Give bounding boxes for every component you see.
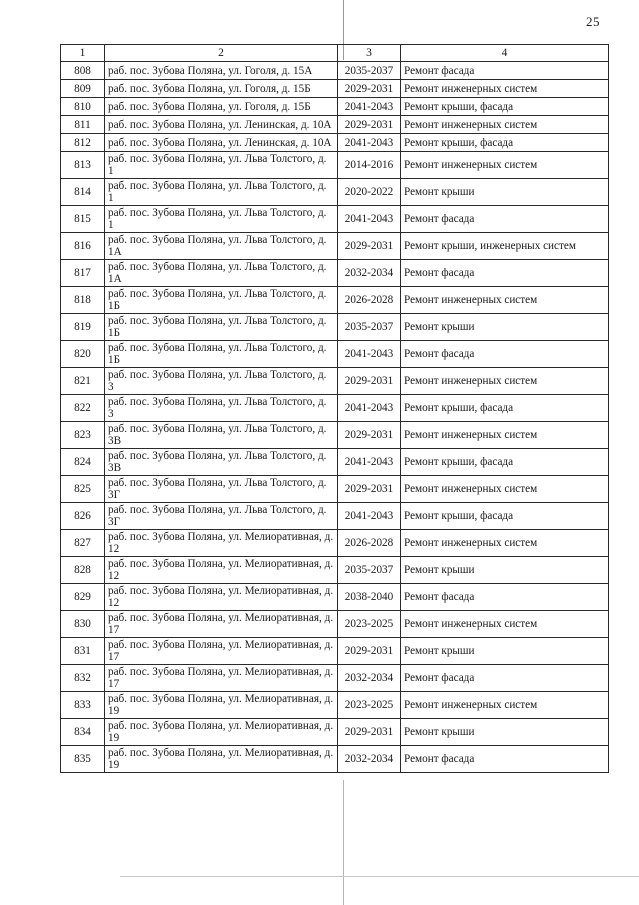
table-row (61, 134, 609, 152)
table-row (61, 206, 609, 233)
work-type-cell: Ремонт инженерных систем (401, 80, 609, 98)
address-cell: раб. пос. Зубова Поляна, ул. Мелиоративная, д. 19 (105, 746, 338, 773)
address-cell: раб. пос. Зубова Поляна, ул. Льва Толстого, д. 1Б (105, 287, 338, 314)
table-row (61, 449, 609, 476)
address-cell: раб. пос. Зубова Поляна, ул. Мелиоративная, д. 17 (105, 638, 338, 665)
address-cell: раб. пос. Зубова Поляна, ул. Ленинская, д. 10А (105, 134, 338, 152)
years-cell: 2029-2031 (338, 233, 401, 260)
page-number: 25 (586, 14, 600, 29)
address-cell: раб. пос. Зубова Поляна, ул. Мелиоративная, д. 17 (105, 611, 338, 638)
work-type-cell: Ремонт инженерных систем (401, 422, 609, 449)
work-type-cell: Ремонт инженерных систем (401, 692, 609, 719)
table-header-row (61, 45, 609, 62)
table-row (61, 557, 609, 584)
row-number-cell: 831 (61, 638, 105, 665)
row-number-cell: 809 (61, 80, 105, 98)
work-type-cell: Ремонт фасада (401, 341, 609, 368)
years-cell: 2029-2031 (338, 638, 401, 665)
scan-fold-line-bottom (343, 780, 344, 905)
address-cell: раб. пос. Зубова Поляна, ул. Мелиоративная, д. 19 (105, 719, 338, 746)
years-cell: 2026-2028 (338, 530, 401, 557)
table-row (61, 152, 609, 179)
row-number-cell: 818 (61, 287, 105, 314)
row-number-cell: 834 (61, 719, 105, 746)
work-type-cell: Ремонт инженерных систем (401, 476, 609, 503)
work-type-cell: Ремонт крыши (401, 179, 609, 206)
header-col-1: 1 (61, 45, 105, 62)
work-type-cell: Ремонт крыши, фасада (401, 98, 609, 116)
address-cell: раб. пос. Зубова Поляна, ул. Льва Толстого, д. 3Г (105, 503, 338, 530)
address-cell: раб. пос. Зубова Поляна, ул. Мелиоративная, д. 12 (105, 557, 338, 584)
repair-schedule-table (60, 44, 609, 773)
years-cell: 2041-2043 (338, 341, 401, 368)
row-number-cell: 823 (61, 422, 105, 449)
years-cell: 2029-2031 (338, 422, 401, 449)
years-cell: 2029-2031 (338, 719, 401, 746)
work-type-cell: Ремонт фасада (401, 206, 609, 233)
table-row (61, 692, 609, 719)
row-number-cell: 835 (61, 746, 105, 773)
work-type-cell: Ремонт фасада (401, 584, 609, 611)
table-row (61, 233, 609, 260)
row-number-cell: 810 (61, 98, 105, 116)
years-cell: 2023-2025 (338, 692, 401, 719)
table-row (61, 314, 609, 341)
years-cell: 2041-2043 (338, 395, 401, 422)
work-type-cell: Ремонт крыши (401, 638, 609, 665)
years-cell: 2041-2043 (338, 98, 401, 116)
years-cell: 2023-2025 (338, 611, 401, 638)
work-type-cell: Ремонт инженерных систем (401, 611, 609, 638)
table-row (61, 422, 609, 449)
table-row (61, 341, 609, 368)
table-row (61, 116, 609, 134)
table-row (61, 260, 609, 287)
address-cell: раб. пос. Зубова Поляна, ул. Льва Толстого, д. 1Б (105, 314, 338, 341)
address-cell: раб. пос. Зубова Поляна, ул. Гоголя, д. 15Б (105, 80, 338, 98)
years-cell: 2029-2031 (338, 368, 401, 395)
years-cell: 2035-2037 (338, 62, 401, 80)
work-type-cell: Ремонт фасада (401, 665, 609, 692)
address-cell: раб. пос. Зубова Поляна, ул. Мелиоративная, д. 17 (105, 665, 338, 692)
years-cell: 2032-2034 (338, 260, 401, 287)
table-row (61, 719, 609, 746)
work-type-cell: Ремонт фасада (401, 746, 609, 773)
work-type-cell: Ремонт крыши, инженерных систем (401, 233, 609, 260)
years-cell: 2041-2043 (338, 206, 401, 233)
work-type-cell: Ремонт крыши (401, 314, 609, 341)
row-number-cell: 811 (61, 116, 105, 134)
header-col-2: 2 (105, 45, 338, 62)
table-row (61, 476, 609, 503)
address-cell: раб. пос. Зубова Поляна, ул. Льва Толстого, д. 3В (105, 422, 338, 449)
work-type-cell: Ремонт инженерных систем (401, 116, 609, 134)
row-number-cell: 812 (61, 134, 105, 152)
table-row (61, 503, 609, 530)
table-row (61, 584, 609, 611)
row-number-cell: 820 (61, 341, 105, 368)
row-number-cell: 822 (61, 395, 105, 422)
row-number-cell: 817 (61, 260, 105, 287)
address-cell: раб. пос. Зубова Поляна, ул. Льва Толстого, д. 3 (105, 395, 338, 422)
years-cell: 2035-2037 (338, 314, 401, 341)
table-row (61, 665, 609, 692)
address-cell: раб. пос. Зубова Поляна, ул. Льва Толстого, д. 1 (105, 152, 338, 179)
row-number-cell: 832 (61, 665, 105, 692)
row-number-cell: 813 (61, 152, 105, 179)
years-cell: 2041-2043 (338, 449, 401, 476)
work-type-cell: Ремонт крыши (401, 557, 609, 584)
address-cell: раб. пос. Зубова Поляна, ул. Льва Толстого, д. 1А (105, 233, 338, 260)
years-cell: 2035-2037 (338, 557, 401, 584)
years-cell: 2041-2043 (338, 134, 401, 152)
address-cell: раб. пос. Зубова Поляна, ул. Льва Толстого, д. 3 (105, 368, 338, 395)
work-type-cell: Ремонт крыши, фасада (401, 449, 609, 476)
row-number-cell: 808 (61, 62, 105, 80)
work-type-cell: Ремонт инженерных систем (401, 530, 609, 557)
table-row (61, 62, 609, 80)
address-cell: раб. пос. Зубова Поляна, ул. Ленинская, д. 10А (105, 116, 338, 134)
address-cell: раб. пос. Зубова Поляна, ул. Льва Толстого, д. 1 (105, 206, 338, 233)
address-cell: раб. пос. Зубова Поляна, ул. Мелиоративная, д. 12 (105, 584, 338, 611)
row-number-cell: 829 (61, 584, 105, 611)
years-cell: 2026-2028 (338, 287, 401, 314)
table-row (61, 395, 609, 422)
table-row (61, 638, 609, 665)
work-type-cell: Ремонт инженерных систем (401, 152, 609, 179)
row-number-cell: 824 (61, 449, 105, 476)
years-cell: 2038-2040 (338, 584, 401, 611)
address-cell: раб. пос. Зубова Поляна, ул. Мелиоративная, д. 19 (105, 692, 338, 719)
table-row (61, 98, 609, 116)
table-body (61, 62, 609, 773)
years-cell: 2020-2022 (338, 179, 401, 206)
row-number-cell: 825 (61, 476, 105, 503)
row-number-cell: 815 (61, 206, 105, 233)
years-cell: 2029-2031 (338, 116, 401, 134)
work-type-cell: Ремонт крыши, фасада (401, 503, 609, 530)
row-number-cell: 816 (61, 233, 105, 260)
address-cell: раб. пос. Зубова Поляна, ул. Гоголя, д. 15А (105, 62, 338, 80)
address-cell: раб. пос. Зубова Поляна, ул. Льва Толстого, д. 1 (105, 179, 338, 206)
years-cell: 2014-2016 (338, 152, 401, 179)
work-type-cell: Ремонт инженерных систем (401, 368, 609, 395)
row-number-cell: 814 (61, 179, 105, 206)
table-row (61, 179, 609, 206)
years-cell: 2032-2034 (338, 746, 401, 773)
row-number-cell: 830 (61, 611, 105, 638)
address-cell: раб. пос. Зубова Поляна, ул. Льва Толстого, д. 3Г (105, 476, 338, 503)
address-cell: раб. пос. Зубова Поляна, ул. Мелиоративная, д. 12 (105, 530, 338, 557)
row-number-cell: 827 (61, 530, 105, 557)
address-cell: раб. пос. Зубова Поляна, ул. Гоголя, д. 15Б (105, 98, 338, 116)
table-row (61, 611, 609, 638)
row-number-cell: 828 (61, 557, 105, 584)
years-cell: 2029-2031 (338, 476, 401, 503)
years-cell: 2041-2043 (338, 503, 401, 530)
header-col-4: 4 (401, 45, 609, 62)
years-cell: 2029-2031 (338, 80, 401, 98)
address-cell: раб. пос. Зубова Поляна, ул. Льва Толстого, д. 1Б (105, 341, 338, 368)
header-col-3: 3 (338, 45, 401, 62)
row-number-cell: 821 (61, 368, 105, 395)
table-row (61, 287, 609, 314)
years-cell: 2032-2034 (338, 665, 401, 692)
work-type-cell: Ремонт инженерных систем (401, 287, 609, 314)
page-bottom-rule (120, 876, 639, 877)
row-number-cell: 819 (61, 314, 105, 341)
work-type-cell: Ремонт фасада (401, 62, 609, 80)
table-row (61, 368, 609, 395)
table-row (61, 80, 609, 98)
table-row (61, 746, 609, 773)
row-number-cell: 833 (61, 692, 105, 719)
row-number-cell: 826 (61, 503, 105, 530)
address-cell: раб. пос. Зубова Поляна, ул. Льва Толстого, д. 3В (105, 449, 338, 476)
work-type-cell: Ремонт крыши, фасада (401, 395, 609, 422)
work-type-cell: Ремонт крыши, фасада (401, 134, 609, 152)
table-row (61, 530, 609, 557)
work-type-cell: Ремонт фасада (401, 260, 609, 287)
work-type-cell: Ремонт крыши (401, 719, 609, 746)
address-cell: раб. пос. Зубова Поляна, ул. Льва Толстого, д. 1А (105, 260, 338, 287)
